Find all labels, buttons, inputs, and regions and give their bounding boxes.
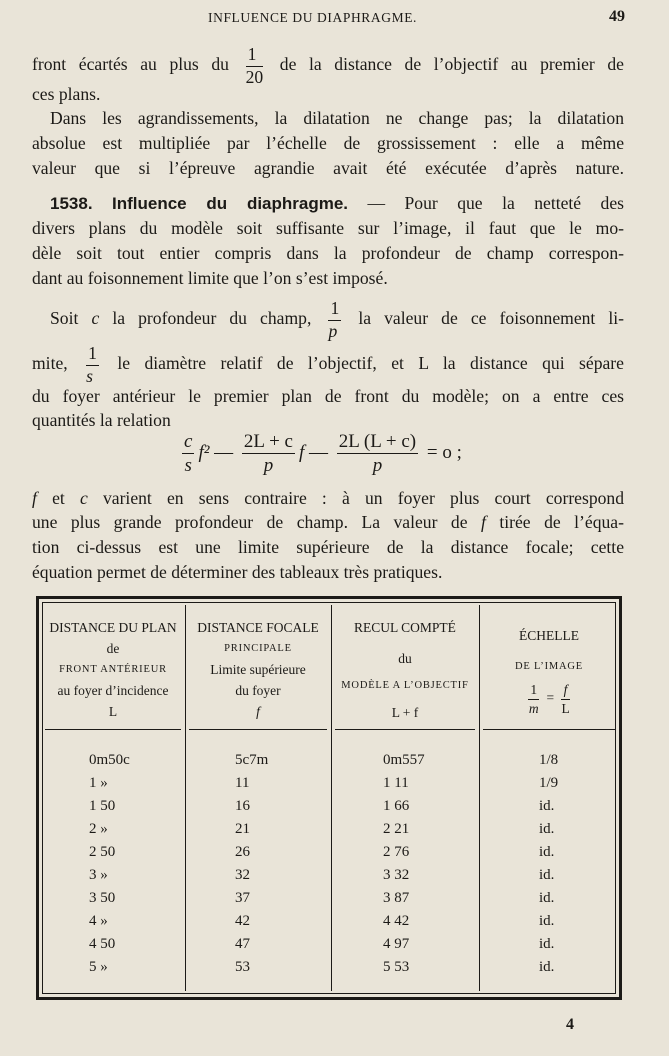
paragraph-4-line-2: mite, $\frac{1}{s}$ le diamètre relatif de l’objectif, et L la distance qui sépare	[32, 343, 624, 386]
paragraph-4-line-3: du foyer antérieur le premier plan de front du modèle; on a entre ces	[32, 386, 624, 406]
paragraph-3-line-4: dant au foisonnement limite que l’on s’est imposé.	[32, 268, 388, 288]
fraction-one-over-s: $\frac{1}{s}$	[86, 343, 97, 386]
header-rule	[335, 729, 475, 730]
table-cell: 53	[235, 959, 250, 975]
table-cell: 4 97	[383, 936, 410, 952]
column-divider	[185, 605, 186, 991]
table-cell: 2 21	[383, 821, 410, 837]
table-cell: 3 »	[89, 867, 108, 883]
column-echelle-values	[539, 749, 558, 979]
table-cell: 3 32	[383, 867, 410, 883]
column-divider	[331, 605, 332, 991]
section-number: 1538.	[50, 194, 93, 213]
column-header-echelle: ÉCHELLE DE L’IMAGE $\frac{1}{m}$ = $\frac{f}{L}$	[481, 617, 617, 715]
column-recul-values	[383, 749, 425, 979]
table-cell: 2 76	[383, 844, 410, 860]
running-head-title: INFLUENCE DU DIAPHRAGME.	[208, 10, 418, 25]
paragraph-5-line-3: tion ci-dessus est une limite supérieure de la distance focale; cette	[32, 537, 624, 557]
table-cell: 37	[235, 890, 250, 906]
column-plan-distance-values	[89, 749, 130, 979]
table-cell: 21	[235, 821, 250, 837]
table-cell: id.	[539, 913, 555, 929]
table-cell: 1/8	[539, 752, 559, 768]
column-header-plan-distance: DISTANCE DU PLAN de FRONT ANTÉRIEUR au foyer d’incidence L	[49, 620, 177, 719]
table-cell: 11	[235, 775, 250, 791]
paragraph-2-line-2: absolue est multipliée par l’échelle de grossissement : elle a même	[32, 133, 624, 153]
signature-mark: 4	[566, 1016, 574, 1033]
paragraph-5-line-2: une plus grande profondeur de champ. La valeur de f tirée de l’équa-	[32, 512, 624, 532]
section-title: Influence du diaphragme.	[112, 194, 349, 213]
paragraph-4-line-1: Soit c la profondeur du champ, $\frac{1}{p}$ la valeur de ce foisonnement li-	[50, 298, 625, 341]
table-cell: 5c7m	[235, 752, 269, 768]
table-cell: 2 50	[89, 844, 116, 860]
header-rule	[189, 729, 327, 730]
running-head	[0, 8, 669, 30]
page-number: 49	[609, 8, 625, 25]
table-cell: 1 66	[383, 798, 410, 814]
table-cell: 4 »	[89, 913, 108, 929]
table-cell: 0m557	[383, 752, 425, 768]
column-header-recul: RECUL COMPTÉ du MODÈLE A L’OBJECTIF L + f	[341, 620, 469, 720]
table-cell: id.	[539, 936, 555, 952]
paragraph-4-line-4: quantités la relation	[32, 410, 171, 430]
paragraph-2-line-3: valeur que si l’épreuve agrandie avait été exécutée d’après nature.	[32, 158, 624, 178]
table-cell: 2 »	[89, 821, 108, 837]
table-cell: 0m50c	[89, 752, 130, 768]
paragraph-3-line-1: 1538. Influence du diaphragme. — Pour que la netteté des	[50, 193, 624, 213]
table-cell: 32	[235, 867, 250, 883]
header-rule	[45, 729, 181, 730]
table-cell: 42	[235, 913, 250, 929]
paragraph-3-line-3: dèle soit tout entier compris dans la profondeur de champ correspon-	[32, 243, 624, 263]
paragraph-1-line-1: front écartés au plus du $\frac{1}{20}$ de la distance de l’objectif au premier de	[32, 44, 624, 87]
table-cell: 1/9	[539, 775, 559, 791]
table-cell: 1 50	[89, 798, 116, 814]
depth-of-field-equation: $\frac{c}{s}$ f² — $\frac{2L + c}{p}$ f — $\frac{2L (L + c)}{p}$ = o ;	[184, 431, 462, 476]
paragraph-1-line-2: ces plans.	[32, 84, 101, 104]
table-cell: id.	[539, 798, 555, 814]
paragraph-5-line-4: équation permet de déterminer des tableaux très pratiques.	[32, 562, 443, 582]
table-cell: 3 87	[383, 890, 410, 906]
table-cell: 5 53	[383, 959, 410, 975]
table-cell: 1 11	[383, 775, 409, 791]
table-cell: 26	[235, 844, 250, 860]
fraction-one-twentieth: $\frac{1}{20}$	[245, 44, 264, 87]
table-cell: 4 42	[383, 913, 410, 929]
header-rule	[483, 729, 615, 730]
table-cell: 47	[235, 936, 250, 952]
column-divider	[479, 605, 480, 991]
table-cell: 5 »	[89, 959, 108, 975]
scale-formula: $\frac{1}{m}$ = $\frac{f}{L}$	[528, 682, 570, 716]
focal-distance-table	[36, 596, 622, 1000]
table-cell: 16	[235, 798, 250, 814]
paragraph-2-line-1: Dans les agrandissements, la dilatation ne change pas; la dilatation	[50, 108, 624, 128]
paragraph-3-line-2: divers plans du modèle soit suffisante sur l’image, il faut que le mo-	[32, 218, 624, 238]
table-cell: 4 50	[89, 936, 116, 952]
table-cell: id.	[539, 959, 555, 975]
table-cell: id.	[539, 867, 555, 883]
column-header-focal-distance: DISTANCE FOCALE PRINCIPALE Limite supérieure du foyer f	[197, 620, 319, 719]
paragraph-5-line-1: f et c varient en sens contraire : à un foyer plus court correspond	[32, 488, 625, 508]
fraction-one-over-p: $\frac{1}{p}$	[328, 298, 340, 341]
table-cell: 3 50	[89, 890, 116, 906]
table-cell: id.	[539, 844, 555, 860]
table-cell: id.	[539, 890, 555, 906]
table-cell: 1 »	[89, 775, 108, 791]
column-focal-distance-values	[235, 749, 268, 979]
table-cell: id.	[539, 821, 555, 837]
